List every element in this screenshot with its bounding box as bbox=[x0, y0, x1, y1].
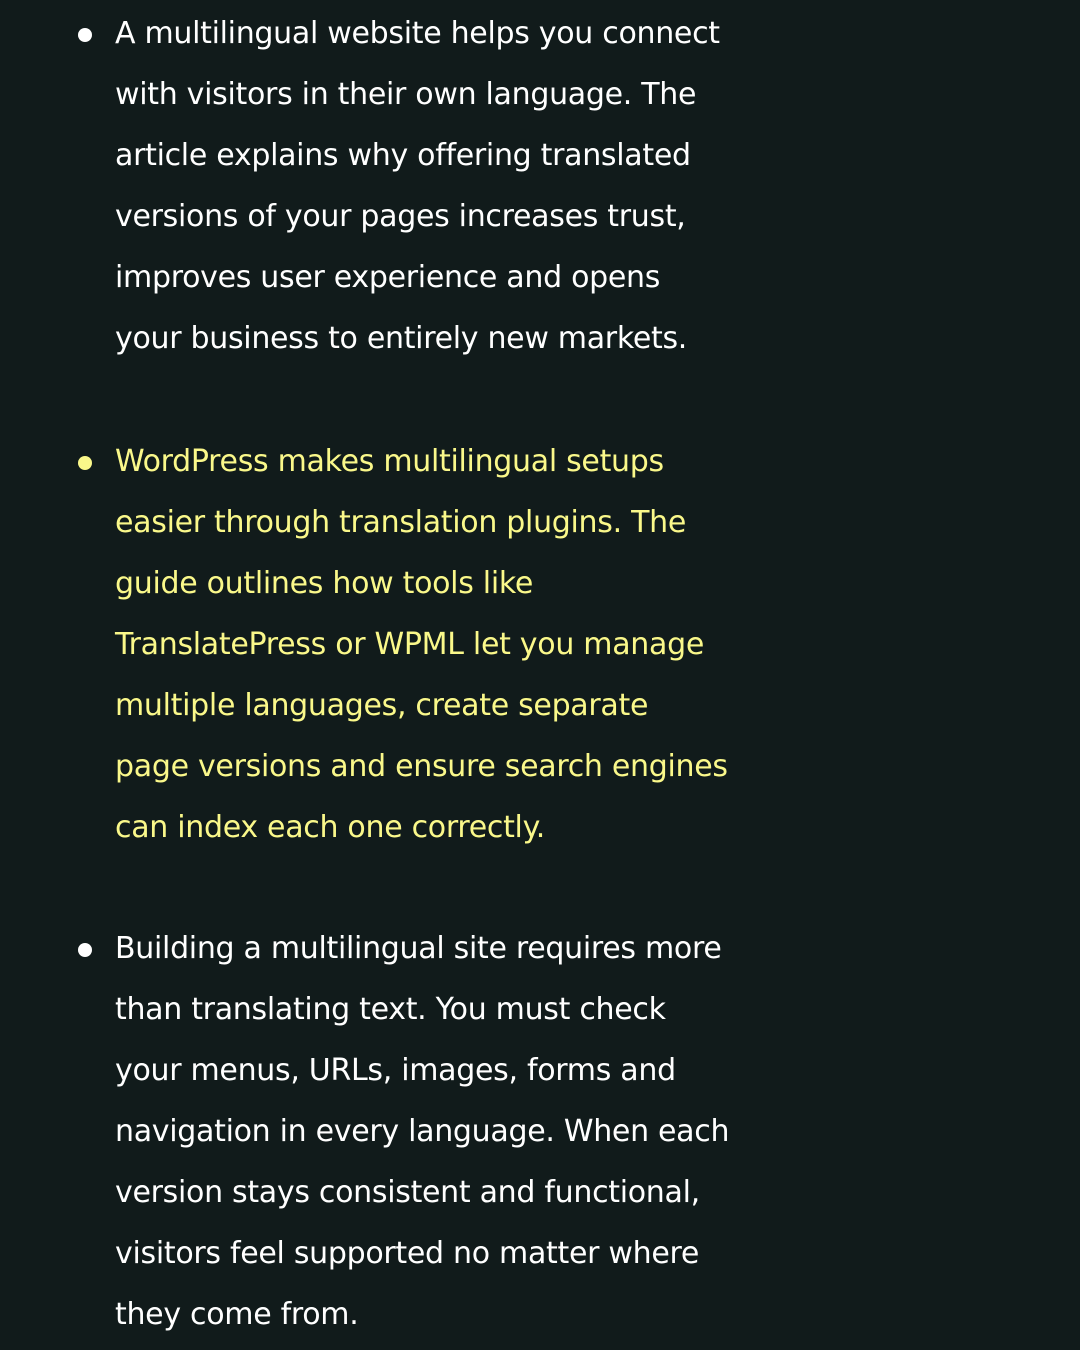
bullet-line: navigation in every language. When each bbox=[115, 1114, 730, 1149]
bullet-line: A multilingual website helps you connect bbox=[115, 16, 720, 51]
bullet-text bbox=[115, 3, 1065, 369]
bullet-line: improves user experience and opens bbox=[115, 260, 661, 295]
bullet-text bbox=[115, 918, 1065, 1345]
bullet-line: multiple languages, create separate bbox=[115, 688, 649, 723]
bullet-line: page versions and ensure search engines bbox=[115, 749, 728, 784]
bullet-line: WordPress makes multilingual setups bbox=[115, 444, 664, 479]
bullet-line: with visitors in their own language. The bbox=[115, 77, 697, 112]
bullet-line: Building a multilingual site requires more bbox=[115, 931, 722, 966]
bullet-line: article explains why offering translated bbox=[115, 138, 691, 173]
bullet-line: your menus, URLs, images, forms and bbox=[115, 1053, 676, 1088]
bullet-line: visitors feel supported no matter where bbox=[115, 1236, 700, 1271]
bullet-dot-icon bbox=[78, 943, 92, 957]
bullet-dot-icon bbox=[78, 28, 92, 42]
bullet-dot-icon bbox=[78, 456, 92, 470]
bullet-line: easier through translation plugins. The bbox=[115, 505, 686, 540]
bullet-line: your business to entirely new markets. bbox=[115, 321, 688, 356]
bullet-line: guide outlines how tools like bbox=[115, 566, 534, 601]
bullet-line: they come from. bbox=[115, 1297, 359, 1332]
bullet-line: versions of your pages increases trust, bbox=[115, 199, 686, 234]
bullet-line: can index each one correctly. bbox=[115, 810, 545, 845]
bullet-line: than translating text. You must check bbox=[115, 992, 666, 1027]
bullet-line: TranslatePress or WPML let you manage bbox=[115, 627, 704, 662]
bullet-text bbox=[115, 431, 1065, 858]
bullet-line: version stays consistent and functional, bbox=[115, 1175, 700, 1210]
